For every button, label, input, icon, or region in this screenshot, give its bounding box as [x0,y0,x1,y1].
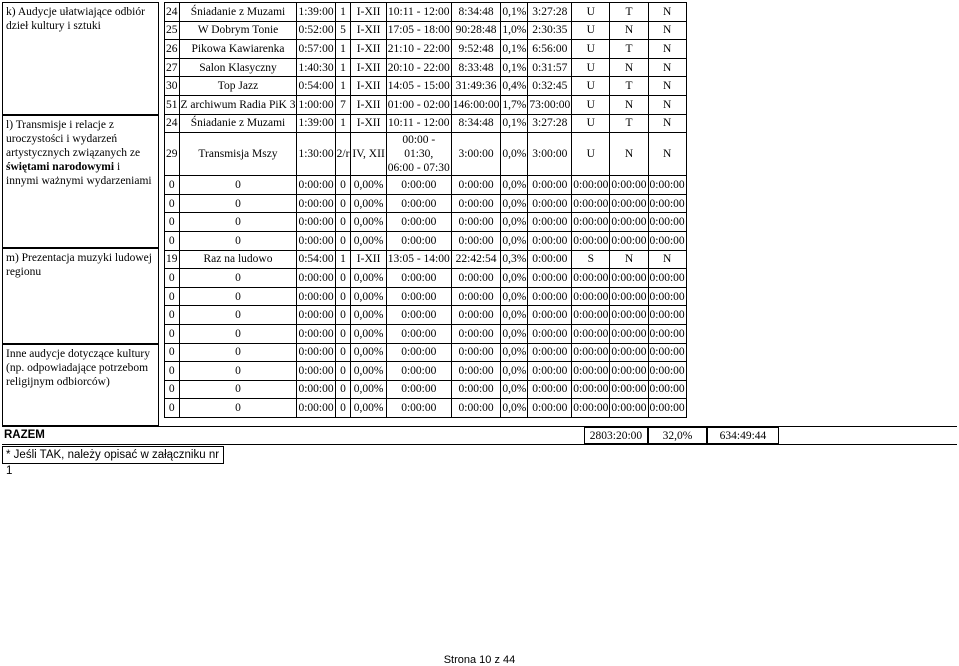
table-cell: 0 [179,306,297,325]
table-cell: 26 [165,40,180,59]
table-row [165,58,687,77]
table-cell: 0 [179,176,297,195]
table-cell: 0:00:00 [572,306,610,325]
table-row [165,287,687,306]
table-cell: 6:56:00 [528,40,572,59]
table-row [165,114,687,133]
table-cell: I-XII [351,21,386,40]
table-cell: 0:00:00 [297,306,335,325]
table-cell: 0 [165,194,180,213]
table-cell: U [572,77,610,96]
table-cell: 0,00% [351,343,386,362]
table-cell: 0:00:00 [528,380,572,399]
table-cell: 0:00:00 [610,213,648,232]
table-cell: 51 [165,95,180,114]
table-cell: 0,00% [351,269,386,288]
table-row [165,324,687,343]
table-cell: 0 [179,287,297,306]
table-cell: 0:00:00 [572,287,610,306]
table-cell: 00:00 - 01:30, 06:00 - 07:30 [387,134,450,175]
table-cell: 0,0% [501,324,528,343]
table-row [165,95,687,114]
table-cell: 0 [179,324,297,343]
table-cell: 0:00:00 [386,399,451,418]
table-cell: 0:32:45 [528,77,572,96]
table-cell: 0:00:00 [386,306,451,325]
table-cell: 0:00:00 [572,231,610,250]
table-cell: U [572,21,610,40]
table-cell: 0:00:00 [451,231,501,250]
category-inne [2,344,159,426]
table-row [165,231,687,250]
table-cell: I-XII [351,40,386,59]
table-cell: N [610,21,648,40]
table-row [165,40,687,59]
razem-bottom-line [2,444,957,445]
table-cell: 0:00:00 [386,343,451,362]
table-cell: N [648,250,686,269]
table-cell: Pikowa Kawiarenka [179,40,297,59]
table-cell: 10:11 - 12:00 [386,3,451,22]
table-cell: 1 [335,58,351,77]
table-cell: 2/r [335,133,351,176]
table-cell: 0,0% [501,213,528,232]
table-cell: U [572,133,610,176]
table-cell: 0:52:00 [297,21,335,40]
table-cell: 27 [165,58,180,77]
table-cell: 0 [165,362,180,381]
table-row [165,133,687,176]
razem-label: RAZEM [4,429,45,441]
table-cell: 0:54:00 [297,77,335,96]
table-row [165,306,687,325]
table-cell: 14:05 - 15:00 [386,77,451,96]
table-cell: 29 [165,133,180,176]
table-cell: 0 [179,213,297,232]
table-cell: 1:40:30 [297,58,335,77]
table-cell: 0:00:00 [451,287,501,306]
table-cell: 0:00:00 [297,399,335,418]
table-cell: 0:00:00 [648,380,686,399]
table-cell: 0,00% [351,362,386,381]
table-cell: N [648,133,686,176]
table-cell: 0 [165,231,180,250]
razem-other: 634:49:44 [707,427,779,444]
category-l-text-pre: l) Transmisje i relacje z uroczystości i wydarzeń artystycznych związanych ze [6,119,141,159]
table-cell: 0 [179,380,297,399]
table-cell: 0:00:00 [297,287,335,306]
table-cell: Top Jazz [179,77,297,96]
table-cell: 0:00:00 [610,231,648,250]
table-cell: S [572,250,610,269]
table-cell: 0,0% [501,231,528,250]
table-cell: 1 [335,40,351,59]
table-cell: N [648,114,686,133]
table-cell: 0:00:00 [528,399,572,418]
table-cell: U [572,95,610,114]
table-cell: 3:00:00 [451,133,501,176]
table-cell: 73:00:00 [528,95,572,114]
table-cell: 0 [179,269,297,288]
table-cell: 0 [165,287,180,306]
table-cell: 0 [179,343,297,362]
table-cell: 0,00% [351,231,386,250]
table-cell: I-XII [351,3,386,22]
table-cell: 0:00:00 [528,343,572,362]
table-cell: Śniadanie z Muzami [179,114,297,133]
table-cell: 0 [165,269,180,288]
table-cell: 0 [165,306,180,325]
table-cell: 0:00:00 [451,324,501,343]
category-inne-text: Inne audycje dotyczące kultury (np. odpowiadające potrzebom religijnym odbiorców) [6,348,151,388]
table-cell: 8:34:48 [451,3,501,22]
table-cell: N [648,40,686,59]
table-cell: 0 [165,343,180,362]
table-cell: 1,7% [501,95,528,114]
table-cell: T [610,40,648,59]
table-cell: I-XII [351,95,386,114]
table-cell: 0,00% [351,287,386,306]
category-l-text-post: i innymi ważnymi wydarzeniami [6,161,152,187]
table-cell: 0 [335,343,351,362]
table-cell: 0 [335,287,351,306]
table-cell: 0:00:00 [648,324,686,343]
table-cell: 5 [335,21,351,40]
table-cell: 0:00:00 [648,343,686,362]
table-cell: 0:00:00 [648,362,686,381]
category-l [2,115,159,248]
table-cell: 0 [179,399,297,418]
table-cell: 1,0% [501,21,528,40]
table-cell: 8:33:48 [451,58,501,77]
table-cell: 0:00:00 [451,362,501,381]
table-cell: 0:00:00 [528,362,572,381]
table-cell: 0:00:00 [572,399,610,418]
table-row [165,194,687,213]
table-cell: 0,00% [351,176,386,195]
table-cell: 3:27:28 [528,114,572,133]
page-number: Strona 10 z 44 [443,654,516,666]
table-cell: 0:00:00 [528,324,572,343]
table-cell: 0:00:00 [648,399,686,418]
table-cell: N [648,21,686,40]
table-cell: 1:30:00 [297,133,335,176]
table-cell: I-XII [351,250,386,269]
table-cell: 0,1% [501,40,528,59]
table-cell: 0:57:00 [297,40,335,59]
table-cell: Salon Klasyczny [179,58,297,77]
table-cell: 90:28:48 [451,21,501,40]
table-cell: 0,1% [501,114,528,133]
table-cell: 0,1% [501,58,528,77]
table-cell: 0 [335,399,351,418]
table-cell: 30 [165,77,180,96]
table-cell: 0,0% [501,133,528,176]
table-row [165,380,687,399]
table-cell: U [572,114,610,133]
table-cell: 0 [335,269,351,288]
table-cell: T [610,3,648,22]
table-cell: 0:31:57 [528,58,572,77]
table-cell: 0:00:00 [610,324,648,343]
table-cell: 0:00:00 [572,194,610,213]
table-cell: 0,4% [501,77,528,96]
table-cell: W Dobrym Tonie [179,21,297,40]
table-row [165,362,687,381]
table-cell: 0:00:00 [610,343,648,362]
table-cell: 3:00:00 [528,133,572,176]
table-cell: 0:00:00 [648,176,686,195]
table-cell: 3:27:28 [528,3,572,22]
table-cell: 0:00:00 [386,194,451,213]
table-cell: I-XII [351,58,386,77]
table-cell: Raz na ludowo [179,250,297,269]
table-cell: 0:00:00 [297,176,335,195]
table-cell: 0:00:00 [610,194,648,213]
table-cell: N [648,95,686,114]
table-cell: 0,0% [501,399,528,418]
table-cell: 0,00% [351,399,386,418]
table-cell: 0,0% [501,287,528,306]
table-cell: 19 [165,250,180,269]
table-body [165,3,687,418]
table-cell: 01:00 - 02:00 [386,95,451,114]
table-cell: 0:00:00 [528,194,572,213]
table-cell: 1:39:00 [297,3,335,22]
table-cell: N [648,58,686,77]
table-cell: 0 [179,194,297,213]
table-row [165,3,687,22]
table-cell: 0 [335,306,351,325]
table-cell: 20:10 - 22:00 [386,58,451,77]
table-cell: 0 [335,362,351,381]
table-cell: 0:00:00 [610,399,648,418]
table-cell: 0,1% [501,3,528,22]
table-cell: 0,3% [501,250,528,269]
table-cell: N [610,250,648,269]
table-cell: 0:00:00 [386,324,451,343]
table-cell: 0,00% [351,194,386,213]
table-cell: 0:00:00 [648,306,686,325]
table-cell: 0:00:00 [386,269,451,288]
table-cell: 0,0% [501,194,528,213]
table-cell: 0:00:00 [572,343,610,362]
table-cell: 0,00% [351,306,386,325]
table-cell: 0:00:00 [572,362,610,381]
table-cell: 0:00:00 [451,380,501,399]
table-cell: 0:00:00 [610,287,648,306]
table-cell: 1 [335,114,351,133]
table-cell: 1 [335,250,351,269]
table-row [165,399,687,418]
table-cell: 0:00:00 [386,176,451,195]
table-cell: 8:34:48 [451,114,501,133]
table-row [165,250,687,269]
table-cell: 0:00:00 [297,231,335,250]
table-cell: 24 [165,114,180,133]
table-cell: N [610,58,648,77]
table-cell: I-XII [351,77,386,96]
table-cell: 31:49:36 [451,77,501,96]
category-k [2,2,159,115]
table-cell: T [610,114,648,133]
table-cell: 0:00:00 [451,213,501,232]
table-cell: 0:00:00 [528,231,572,250]
table-cell: 0:00:00 [451,194,501,213]
category-m-text: m) Prezentacja muzyki ludowej regionu [6,252,152,278]
table-cell: 1:00:00 [297,95,335,114]
table-cell: 0:00:00 [297,324,335,343]
table-cell: 0:00:00 [386,231,451,250]
table-cell: 10:11 - 12:00 [386,114,451,133]
table-cell: 0:00:00 [572,176,610,195]
table-row [165,343,687,362]
razem-row [2,427,956,445]
table-cell: N [648,77,686,96]
table-cell: Z archiwum Radia PiK 3 [179,95,297,114]
table-cell: 0,00% [351,324,386,343]
table-cell: N [648,3,686,22]
table-cell: 0:00:00 [451,399,501,418]
table-cell: 0:00:00 [451,176,501,195]
category-k-text: k) Audycje ułatwiające odbiór dzieł kultury i sztuki [6,6,145,32]
table-cell: 0:00:00 [648,194,686,213]
table-cell: I-XII [351,114,386,133]
table-cell: N [610,95,648,114]
table-cell: 0:00:00 [572,324,610,343]
table-row [165,77,687,96]
table-cell: Transmisja Mszy [179,133,297,176]
table-cell: 0:00:00 [386,287,451,306]
table-cell: 0:00:00 [610,306,648,325]
table-cell: 0:00:00 [451,306,501,325]
table-cell: 0:00:00 [610,269,648,288]
table-cell: U [572,3,610,22]
table-cell: 0,0% [501,343,528,362]
table-row [165,213,687,232]
category-l-text-bold: świętami narodowymi [6,161,115,173]
table-cell: 0,00% [351,380,386,399]
table-cell: 0:00:00 [297,194,335,213]
table-cell: 0,0% [501,380,528,399]
table-cell: 0 [335,380,351,399]
broadcast-table [164,2,687,418]
table-cell: 0:00:00 [572,269,610,288]
table-cell: 0:00:00 [386,362,451,381]
table-cell: 0:00:00 [648,269,686,288]
table-cell: 0 [165,324,180,343]
razem-total-time: 2803:20:00 [584,427,648,444]
table-cell: 1 [335,3,351,22]
table-cell: 0:00:00 [572,380,610,399]
table-cell: 0,0% [501,269,528,288]
table-cell: 25 [165,21,180,40]
table-cell: T [610,77,648,96]
table-cell: 0:00:00 [528,176,572,195]
table-cell: 0:00:00 [610,176,648,195]
table-cell: 0:00:00 [572,213,610,232]
table-cell: 9:52:48 [451,40,501,59]
table-cell: 0 [179,362,297,381]
table-cell: 0 [165,399,180,418]
footnote: * Jeśli TAK, należy opisać w załączniku nr 1 [2,446,224,464]
table-cell: 0:00:00 [648,213,686,232]
table-cell: IV, XII [351,133,386,176]
table-cell: 0:54:00 [297,250,335,269]
table-cell: 0 [165,176,180,195]
table-cell: 13:05 - 14:00 [386,250,451,269]
table-cell: 22:42:54 [451,250,501,269]
table-cell: 0,0% [501,176,528,195]
table-cell: 21:10 - 22:00 [386,40,451,59]
table-cell: 0 [335,213,351,232]
table-cell: 0 [335,176,351,195]
table-cell: 0,0% [501,362,528,381]
table-cell: 17:05 - 18:00 [386,21,451,40]
table-cell: Śniadanie z Muzami [179,3,297,22]
category-m [2,248,159,344]
table-cell: 0:00:00 [610,362,648,381]
table-row [165,176,687,195]
table-cell: 0:00:00 [528,287,572,306]
razem-percent: 32,0% [648,427,707,444]
table-cell: 0 [165,380,180,399]
table-cell: 0:00:00 [451,269,501,288]
table-cell: U [572,40,610,59]
table-cell: 0 [335,194,351,213]
table-cell: 0 [335,324,351,343]
table-cell: 7 [335,95,351,114]
table-cell: 0:00:00 [297,269,335,288]
table-row [165,21,687,40]
table-cell: 0:00:00 [297,380,335,399]
table-cell: 0,0% [501,306,528,325]
table-cell: U [572,58,610,77]
table-cell: 0:00:00 [528,269,572,288]
table-cell: 2:30:35 [528,21,572,40]
table-cell: 1 [335,77,351,96]
table-cell: 0:00:00 [528,306,572,325]
table-cell: 0:00:00 [297,362,335,381]
table-cell: 24 [165,3,180,22]
table-cell: 0:00:00 [610,380,648,399]
table-cell: 0:00:00 [386,380,451,399]
table-cell: 0:00:00 [451,343,501,362]
table-cell: 0:00:00 [386,213,451,232]
table-cell: 0:00:00 [648,287,686,306]
table-row [165,269,687,288]
table-cell: 0:00:00 [528,213,572,232]
table-cell: 146:00:00 [451,95,501,114]
table-cell: 0:00:00 [648,231,686,250]
table-cell: 0,00% [351,213,386,232]
table-cell: 0 [179,231,297,250]
table-cell: N [610,133,648,176]
table-cell: 1:39:00 [297,114,335,133]
table-cell: 0 [165,213,180,232]
table-cell: 0 [335,231,351,250]
table-cell: 0:00:00 [297,343,335,362]
table-cell: 0:00:00 [297,213,335,232]
table-cell: 0:00:00 [528,250,572,269]
